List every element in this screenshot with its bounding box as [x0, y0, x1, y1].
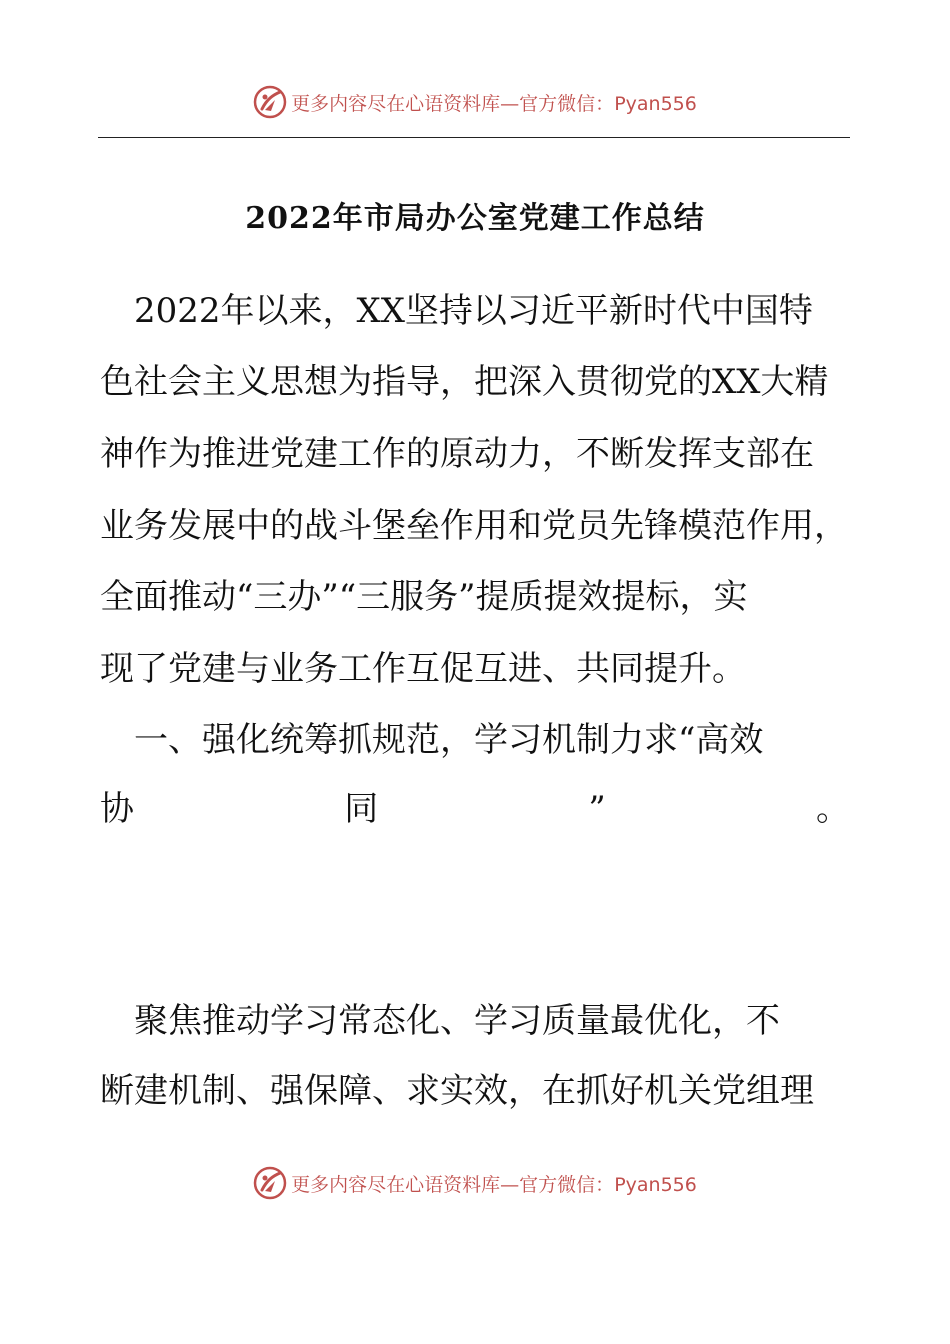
brand-logo-icon: [253, 1166, 287, 1200]
footer-banner-main: 更多内容尽在心语资料库—: [291, 1173, 520, 1196]
paragraph1-line6: 现了党建与业务工作互促互进、共同提升。: [100, 649, 746, 689]
header-banner-text: [291, 89, 697, 116]
footer-banner-id: Pyan556: [614, 1173, 697, 1196]
heading-char: 。: [816, 789, 850, 829]
brand-logo-icon: [253, 85, 287, 119]
heading-char: 协: [100, 789, 134, 829]
document-title: 2022年市局办公室党建工作总结: [245, 201, 705, 236]
paragraph1-line1: 2022年以来，XX坚持以习近平新时代中国特: [100, 291, 813, 331]
paragraph1-line5: 全面推动“三办”“三服务”提质提效提标，实: [100, 577, 748, 617]
paragraph2-line2: 断建机制、强保障、求实效，在抓好机关党组理: [100, 1071, 814, 1111]
footer-banner-text: [291, 1170, 697, 1197]
footer-banner-official: 官方微信：: [519, 1173, 615, 1196]
footer-banner: [0, 1163, 950, 1203]
header-divider: [98, 137, 850, 138]
section-heading-line1: 一、强化统筹抓规范，学习机制力求“高效: [100, 720, 764, 760]
section-heading-line2: [100, 786, 850, 832]
header-banner-main: 更多内容尽在心语资料库—: [291, 92, 520, 115]
paragraph1-line3: 神作为推进党建工作的原动力，不断发挥支部在: [100, 434, 814, 474]
header-banner: [0, 82, 950, 122]
header-banner-official: 官方微信：: [519, 92, 615, 115]
heading-char: ”: [588, 789, 606, 829]
header-banner-id: Pyan556: [614, 92, 697, 115]
heading-char: 同: [344, 789, 379, 829]
paragraph1-line2: 色社会主义思想为指导，把深入贯彻党的XX大精: [100, 362, 829, 402]
paragraph2-line1: 聚焦推动学习常态化、学习质量最优化，不: [100, 1001, 780, 1041]
paragraph1-line4: 业务发展中的战斗堡垒作用和党员先锋模范作用，: [100, 506, 848, 546]
